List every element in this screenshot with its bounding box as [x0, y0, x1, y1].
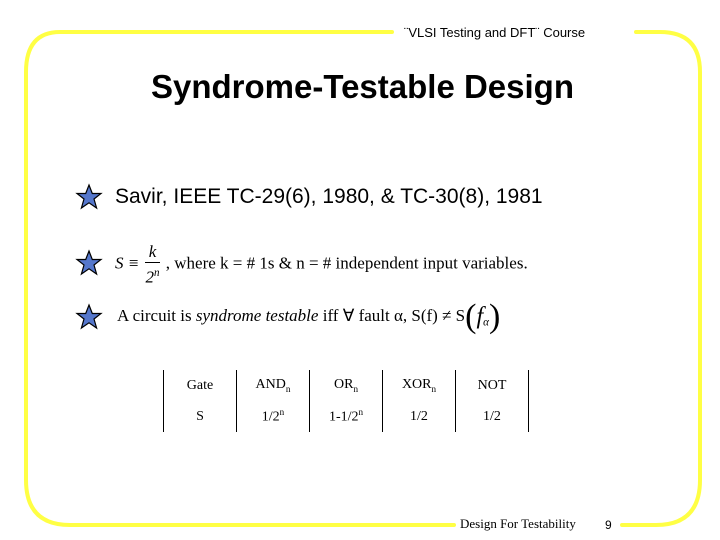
- table-cell: 1/2: [383, 401, 456, 432]
- page-number: 9: [605, 518, 612, 532]
- table-header-cell: NOT: [456, 370, 529, 401]
- slide-title: Syndrome-Testable Design: [151, 68, 574, 105]
- denominator-exponent: n: [153, 267, 160, 279]
- bullet-reference: Savir, IEEE TC-29(6), 1980, & TC-30(8), 1981: [115, 185, 543, 208]
- syndrome-explanation: , where k = # 1s & n = # independent input variables.: [165, 253, 528, 273]
- table-cell: S: [164, 401, 237, 432]
- fraction-denominator: [145, 263, 159, 288]
- star-icon: [75, 183, 103, 211]
- denominator-base: 2: [145, 267, 154, 287]
- condition-formula: iff ∀ fault α, S(f) ≠ S: [318, 305, 466, 325]
- syndrome-fraction: [145, 242, 159, 288]
- table-header-cell: $OR_n$: [310, 370, 383, 401]
- table-row: [164, 401, 529, 432]
- table-header-cell: Gate: [164, 370, 237, 401]
- syndrome-lhs: S ≡: [115, 253, 140, 273]
- fault-subscript: α: [483, 316, 489, 329]
- condition-emphasis: syndrome testable: [195, 305, 319, 325]
- table-cell: 1/2$^n$: [237, 401, 310, 432]
- star-icon: [75, 249, 103, 277]
- course-header: ¨VLSI Testing and DFT¨ Course: [404, 25, 586, 40]
- table-cell: 1-1/2$^n$: [310, 401, 383, 432]
- table-cell: 1/2: [456, 401, 529, 432]
- footer-text: Design For Testability: [460, 516, 576, 531]
- table-header-cell: $XOR_n$: [383, 370, 456, 401]
- fraction-numerator: k: [145, 242, 159, 263]
- syndrome-table: [163, 370, 529, 432]
- bullet-testable-condition: A circuit is syndrome testable iff ∀ fault α, $S(f) \ne S(f_\alpha)$: [117, 298, 501, 335]
- faulty-function: f: [476, 303, 484, 330]
- condition-prefix: A circuit is: [117, 305, 196, 325]
- bullet-syndrome-definition: [115, 242, 528, 288]
- table-row: [164, 370, 529, 401]
- star-icon: [75, 303, 103, 331]
- table-header-cell: $AND_n$: [237, 370, 310, 401]
